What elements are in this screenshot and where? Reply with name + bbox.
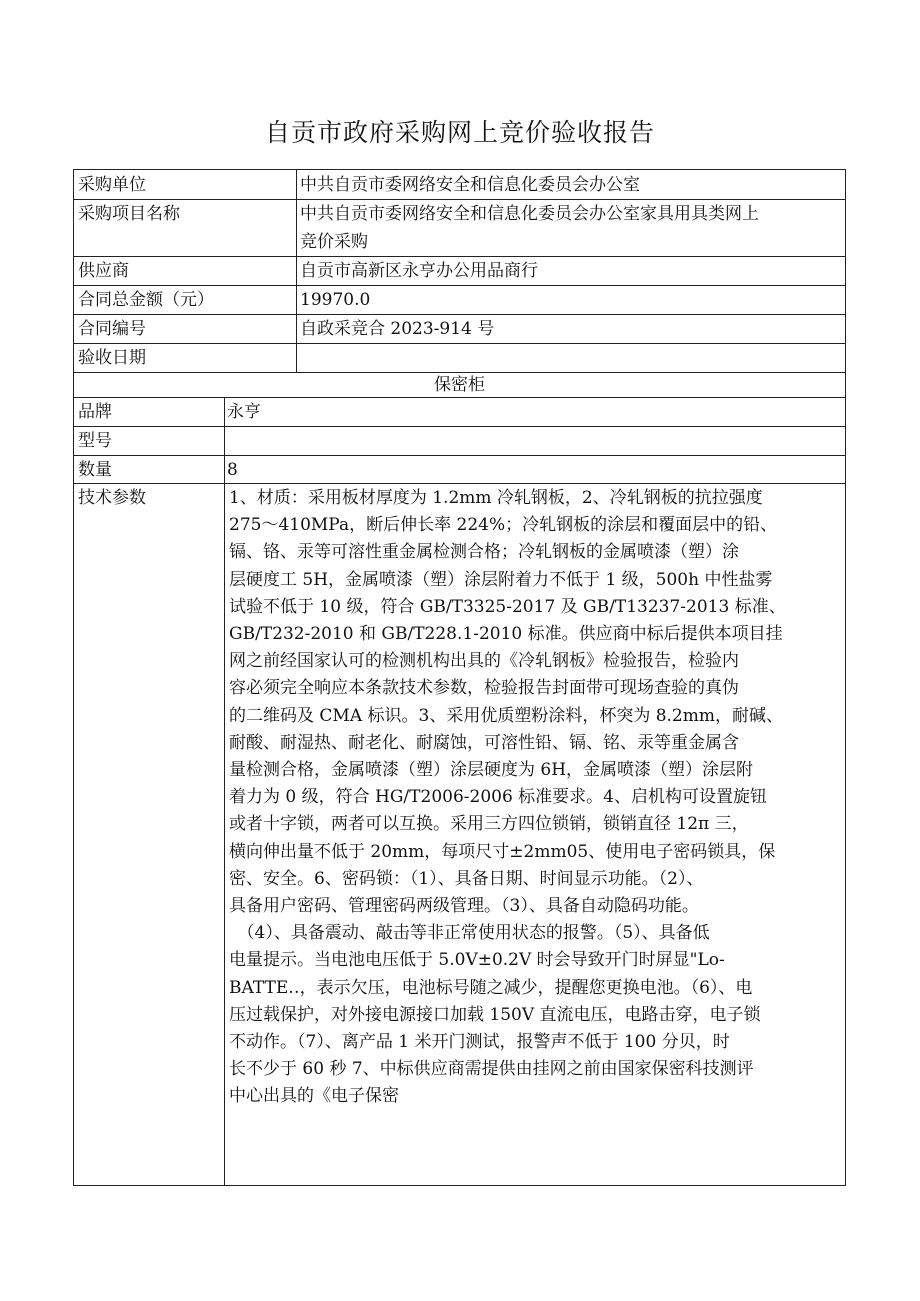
tech-line: 电量提示。当电池电压低于 5.0V±0.2V 时会导致开门时屏显"Lo- bbox=[229, 950, 725, 971]
tech-line: 中心出具的《电子保密 bbox=[229, 1086, 399, 1107]
tech-line: 横向伸出量不低于 20mm，每项尺寸±2mm05、使用电子密码锁具，保 bbox=[229, 841, 776, 862]
buyer-value: 中共自贡市委网络安全和信息化委员会办公室 bbox=[300, 175, 640, 195]
acceptance-table bbox=[73, 169, 846, 1186]
page-title: 自贡市政府采购网上竞价验收报告 bbox=[264, 118, 655, 147]
project-label: 采购项目名称 bbox=[78, 204, 180, 224]
tech-line: 密、安全。6、密码锁：（1）、具备日期、时间显示功能。（2）、 bbox=[229, 868, 704, 889]
tech-line: 275～410MPa，断后伸长率 224%；冷轧钢板的涂层和覆面层中的铅、 bbox=[229, 515, 778, 536]
quantity-label: 数量 bbox=[78, 460, 112, 480]
item-name: 保密柜 bbox=[434, 375, 485, 395]
contract-no-value: 自政采竞合 2023-914 号 bbox=[300, 319, 495, 339]
tech-line: 镉、铬、汞等可溶性重金属检测合格；冷轧钢板的金属喷漆（塑）涂 bbox=[229, 542, 739, 563]
tech-line: GB/T232-2010 和 GB/T228.1-2010 标准。供应商中标后提供本项目挂 bbox=[229, 624, 783, 644]
tech-line: 层硬度工 5H，金属喷漆（塑）涂层附着力不低于 1 级，500h 中性盐雾 bbox=[229, 569, 773, 590]
tech-line: 1、材质：采用板材厚度为 1.2mm 冷轧钢板，2、冷轧钢板的抗拉强度 bbox=[229, 488, 763, 508]
tech-line: 或者十字锁，两者可以互换。采用三方四位锁销，锁销直径 12π 三， bbox=[229, 814, 749, 835]
amount-label: 合同总金额（元） bbox=[78, 290, 214, 310]
tech-line: 着力为 0 级，符合 HG/T2006-2006 标准要求。4、启机构可设置旋钮 bbox=[229, 787, 767, 808]
brand-value: 永亨 bbox=[227, 402, 261, 422]
project-value-line1: 中共自贡市委网络安全和信息化委员会办公室家具用具类网上 bbox=[300, 204, 759, 224]
tech-line: BATTE‥，表示欠压，电池标号随之减少，提醒您更换电池。（6）、电 bbox=[229, 977, 753, 998]
tech-line: 耐酸、耐湿热、耐老化、耐腐蚀，可溶性铅、镉、铭、汞等重金属含 bbox=[229, 732, 739, 753]
tech-line: 具备用户密码、管理密码两级管理。（3）、具备自动隐码功能。 bbox=[229, 896, 699, 916]
tech-line: 长不少于 60 秒 7、中标供应商需提供由挂网之前由国家保密科技测评 bbox=[229, 1059, 754, 1080]
tech-line: 试验不低于 10 级，符合 GB/T3325-2017 及 GB/T13237-2013 标准、 bbox=[229, 596, 786, 617]
model-label: 型号 bbox=[78, 431, 112, 451]
supplier-value: 自贡市高新区永亨办公用品商行 bbox=[300, 261, 538, 281]
buyer-label: 采购单位 bbox=[78, 175, 146, 195]
tech-line: 压过载保护，对外接电源接口加载 150V 直流电压，电路击穿，电子锁 bbox=[229, 1004, 761, 1025]
tech-line: 网之前经国家认可的检测机构出具的《冷轧钢板》检验报告，检验内 bbox=[229, 651, 739, 672]
amount-value: 19970.0 bbox=[300, 290, 371, 310]
project-value-line2: 竞价采购 bbox=[300, 232, 368, 252]
tech-line: （4）、具备震动、敲击等非正常使用状态的报警。（5）、具备低 bbox=[229, 923, 710, 944]
tech-line: 不动作。（7）、离产品 1 米开门测试，报警声不低于 100 分贝，时 bbox=[229, 1032, 730, 1052]
contract-no-label: 合同编号 bbox=[78, 319, 146, 339]
tech-line: 量检测合格，金属喷漆（塑）涂层硬度为 6H，金属喷漆（塑）涂层附 bbox=[229, 760, 754, 780]
accept-date-label: 验收日期 bbox=[78, 348, 146, 368]
quantity-value: 8 bbox=[227, 460, 238, 480]
supplier-label: 供应商 bbox=[78, 261, 129, 281]
brand-label: 品牌 bbox=[78, 402, 112, 422]
tech-label: 技术参数 bbox=[78, 488, 146, 508]
tech-line: 容必须完全响应本条款技术参数，检验报告封面带可现场查验的真伪 bbox=[229, 678, 739, 699]
tech-line: 的二维码及 CMA 标识。3、采用优质塑粉涂料，杯突为 8.2mm，耐碱、 bbox=[229, 705, 783, 726]
